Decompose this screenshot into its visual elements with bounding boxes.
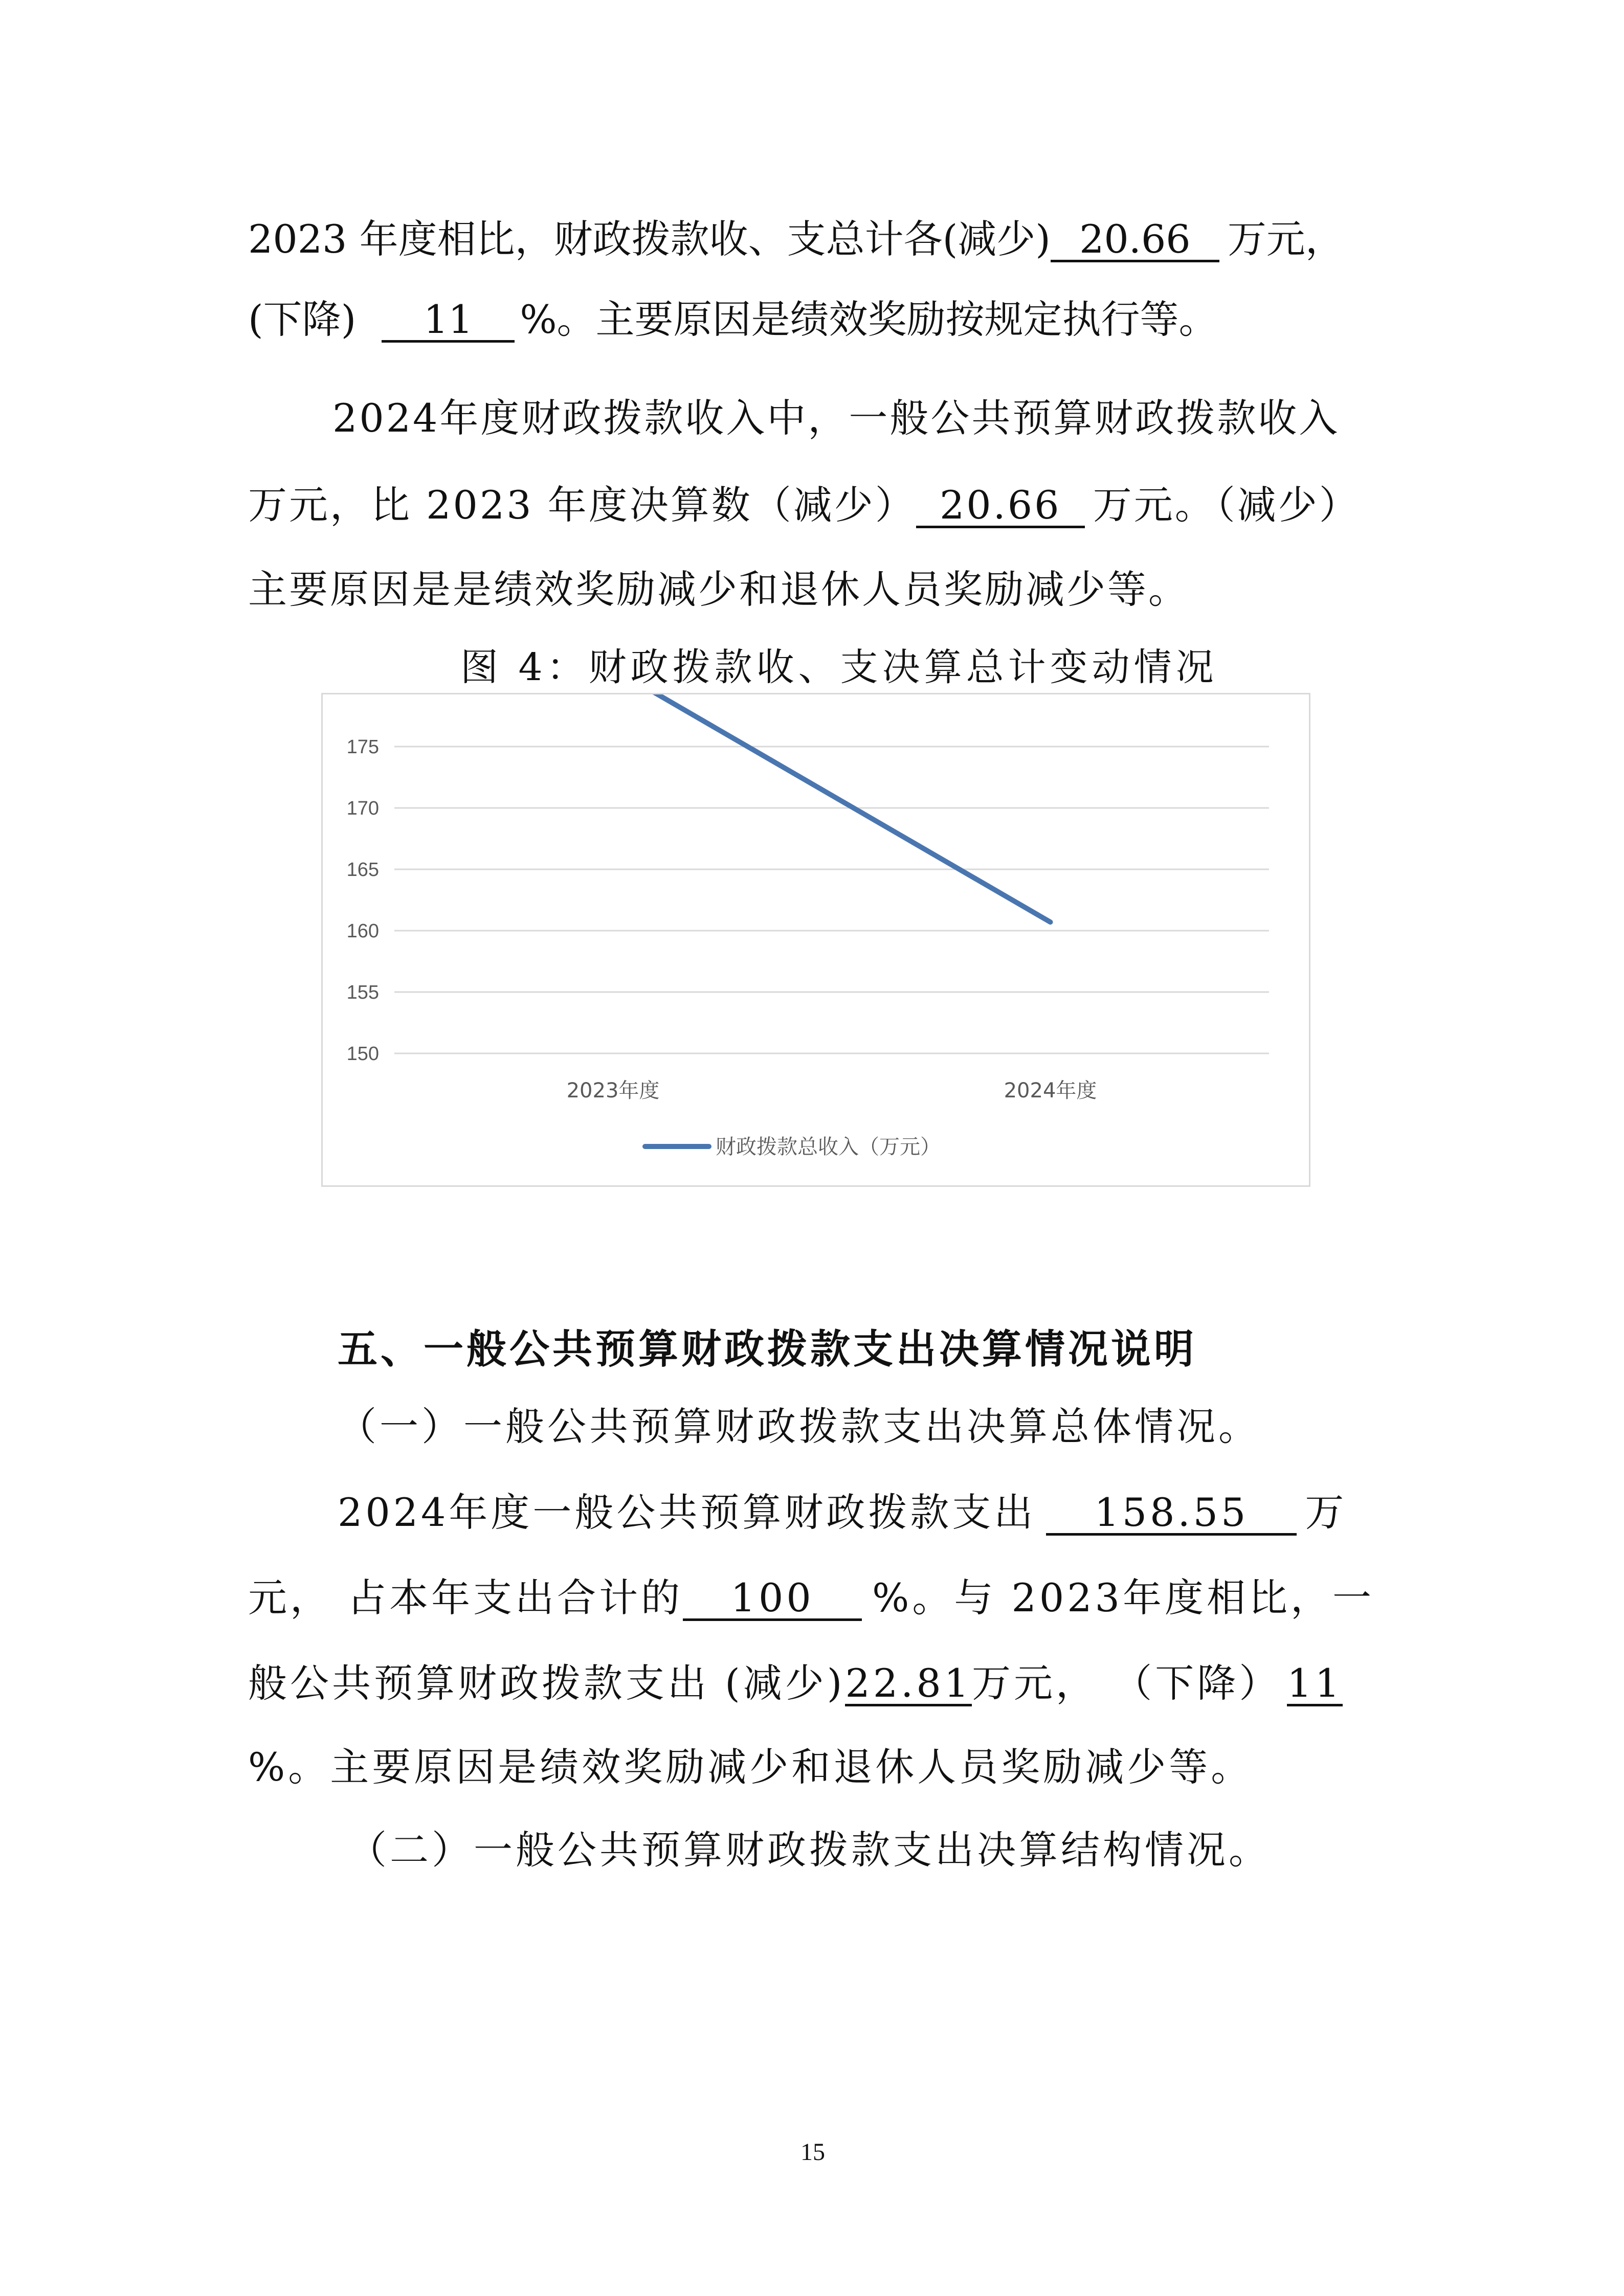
p1-line2-prefix: (下降): [248, 297, 357, 342]
section5-sub1: （一）一般公共预算财政拨款支出决算总体情况。: [338, 1404, 1260, 1449]
s5-line3-mid: 万元， （下降）: [972, 1660, 1281, 1706]
s5-share: 100: [683, 1578, 862, 1621]
p2-line1: 2024年度财政拨款收入中，一般公共预算财政拨款收入: [332, 395, 1340, 441]
y-tick-label: 160: [346, 920, 379, 942]
p2-line2-prefix: 万元，比 2023 年度决算数（减少）: [248, 482, 916, 528]
x-tick-label: 2023年度: [566, 1079, 660, 1102]
s5-decrease: 22.81: [845, 1660, 972, 1706]
figure-caption: 图 4：财政拨款收、支决算总计变动情况: [460, 645, 1218, 689]
section5-sub2: （二）一般公共预算财政拨款支出决算结构情况。: [348, 1827, 1271, 1873]
p1-line2: [248, 299, 1218, 343]
p1-change-pct: 11: [382, 299, 515, 343]
s5-line2-prefix: 元， 占本年支出合计的: [248, 1575, 683, 1620]
p1-change-amount: 20.66: [1051, 219, 1219, 262]
y-tick-label: 170: [346, 798, 379, 819]
page-number: 15: [800, 2139, 825, 2166]
s5-para-line4: %。主要原因是绩效奖励减少和退休人员奖励减少等。: [248, 1744, 1253, 1790]
s5-line1-prefix: 2024年度一般公共预算财政拨款支出: [338, 1490, 1036, 1535]
s5-para-line2: [248, 1575, 1374, 1621]
x-tick-label: 2024年度: [1004, 1079, 1097, 1102]
p2-change-amount: 20.66: [916, 485, 1085, 528]
s5-line1-suffix: 万: [1305, 1490, 1347, 1535]
p1-line1-suffix: 万元，: [1227, 216, 1344, 262]
s5-line3-prefix: 般公共预算财政拨款支出 (减少): [248, 1660, 846, 1706]
section5-heading: 五、一般公共预算财政拨款支出决算情况说明: [338, 1326, 1197, 1372]
legend-label: 财政拨款总收入（万元）: [716, 1135, 941, 1159]
p2-line2: [248, 482, 1360, 528]
s5-line2-suffix: %。与 2023年度相比，一: [872, 1575, 1374, 1620]
s5-para-line3: [248, 1660, 1343, 1706]
s5-expense: 158.55: [1046, 1492, 1297, 1536]
y-tick-label: 150: [346, 1043, 379, 1065]
s5-decrease-pct: 11: [1287, 1660, 1343, 1706]
s5-para-line1: [338, 1492, 1347, 1536]
p2-line2-suffix: 万元。（减少）: [1093, 482, 1360, 528]
p1-line2-suffix: %。主要原因是绩效奖励按规定执行等。: [520, 297, 1218, 342]
y-tick-label: 175: [346, 736, 379, 758]
line-chart: [323, 694, 1309, 1185]
p1-line1-prefix: 2023 年度相比，财政拨款收、支总计各(减少): [248, 216, 1051, 262]
chart-frame: [321, 693, 1310, 1187]
p1-line1: [248, 216, 1344, 262]
y-tick-label: 155: [346, 982, 379, 1003]
y-tick-label: 165: [346, 859, 379, 881]
p2-line3: 主要原因是是绩效奖励减少和退休人员奖励减少等。: [248, 567, 1189, 612]
